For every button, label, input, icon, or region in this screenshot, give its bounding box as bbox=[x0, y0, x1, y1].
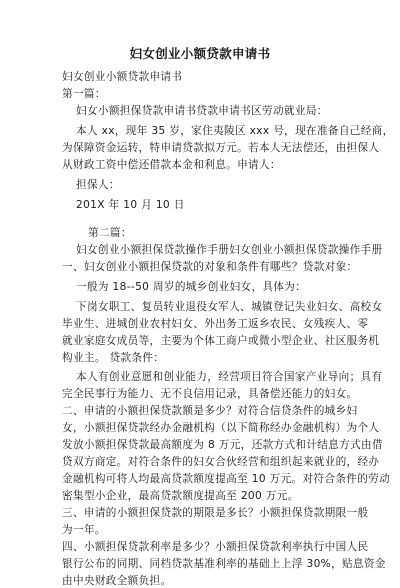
body-line: 毕业生、进城创业农村妇女、外出务工返乡农民、女残疾人、零 bbox=[62, 318, 369, 330]
body-line: 就业家庭女成员等，主要为个体工商户或微小型企业、社区服务机 bbox=[62, 335, 380, 347]
body-line: 金融机构可将人均最高贷款额度提高至 10 万元。对符合条件的劳动 bbox=[62, 473, 391, 485]
body-line: 下岗女职工、复员转业退役女军人、城镇登记失业妇女、高校女 bbox=[76, 301, 383, 313]
section-heading-1: 第一篇： bbox=[62, 88, 106, 100]
subtitle-line: 妇女创业小额贷款申请书 bbox=[62, 71, 183, 83]
body-line: 为一年。 bbox=[62, 524, 106, 536]
body-line: 女，小额担保贷款经办金融机构（以下简称经办金融机构）为个人 bbox=[62, 422, 380, 434]
guarantor-line: 担保人： bbox=[76, 179, 120, 191]
body-line: 发放小额担保贷款最高额度为 8 万元，还款方式和计结息方式由借 bbox=[62, 439, 383, 451]
body-line: 完全民事行为能力、无不良信用记录，具备偿还能力的妇女。 bbox=[62, 388, 358, 400]
body-line: 妇女创业小额担保贷款操作手册妇女创业小额担保贷款操作手册 bbox=[76, 244, 383, 256]
body-line: 从财政工资中偿还借款本金和利息。申请人： bbox=[62, 159, 281, 171]
section-heading-2: 第二篇： bbox=[88, 227, 132, 239]
addressee-line: 妇女小额担保贷款申请书贷款申请书区劳动就业局： bbox=[76, 105, 328, 117]
document-title: 妇女创业小额贷款申请书 bbox=[129, 46, 271, 61]
body-line: 密集型小企业，最高贷款额度提高至 200 万元。 bbox=[62, 490, 299, 502]
body-line: 本人 xx，现年 35 岁，家住夷陵区 xxx 号，现在准备自己经商， bbox=[76, 125, 394, 137]
body-line: 贷双方商定。对符合条件的妇女合伙经营和组织起来就业的，经办 bbox=[62, 456, 380, 468]
body-line: 一般为 18--50 周岁的城乡创业妇女，具体为： bbox=[76, 281, 307, 293]
body-line: 本人有创业意愿和创业能力，经营项目符合国家产业导向；具有 bbox=[76, 371, 383, 383]
body-line: 构业主。 贷款条件： bbox=[62, 352, 165, 364]
question-line: 二、申请的小额担保贷款额是多少？对符合信贷条件的城乡妇 bbox=[62, 405, 358, 417]
question-line: 四、小额担保贷款利率是多少？小额担保贷款利率执行中国人民 bbox=[62, 541, 369, 553]
date-line: 201X 年 10 月 10 日 bbox=[76, 199, 185, 211]
body-line: 为保障资金运转，特申请贷款拟万元。若本人无法偿还，由担保人 bbox=[62, 142, 380, 154]
body-line: 银行公布的同期、同档贷款基准利率的基础上上浮 30%，贴息资金 bbox=[62, 558, 386, 570]
question-line: 三、申请的小额担保贷款的期限是多长？小额担保贷款期限一般 bbox=[62, 507, 369, 519]
question-line: 一、妇女创业小额担保贷款的对象和条件有哪些？贷款对象： bbox=[62, 261, 358, 273]
body-line: 由中央财政全额负担。 bbox=[62, 575, 172, 587]
